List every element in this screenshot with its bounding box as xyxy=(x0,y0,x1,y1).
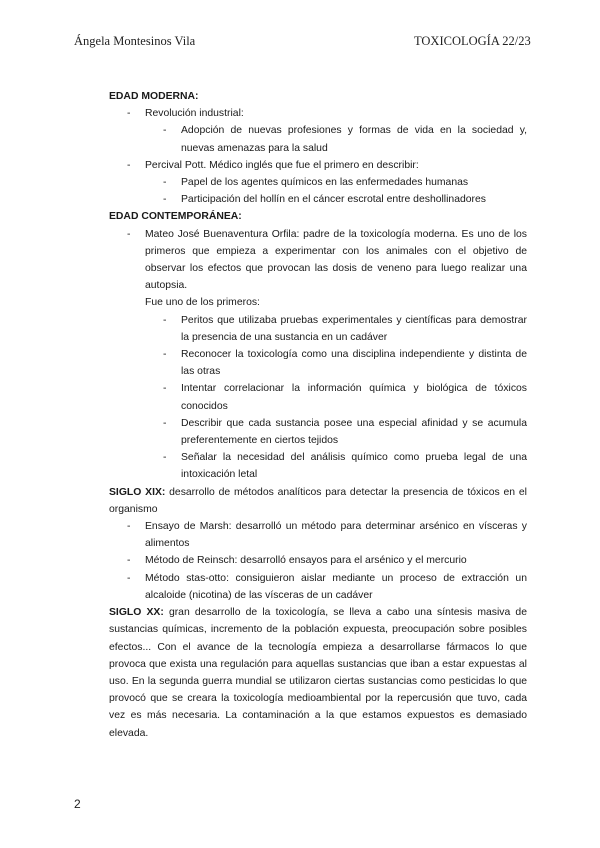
list-moderna xyxy=(109,105,527,208)
paragraph-siglo-xx xyxy=(109,604,527,742)
section-heading-contemporanea: EDAD CONTEMPORÁNEA: xyxy=(109,211,242,223)
list-item: - Método de Reinsch: desarrolló ensayos para el arsénico y el mercurio xyxy=(109,552,527,569)
page-number: 2 xyxy=(74,797,81,811)
text-siglo-xx: gran desarrollo de la toxicología, se lleva a cabo una síntesis masiva de sustancias químicas, incremento de la población expuesta, preocupación sobre posibles efectos... Con el avance de la tecnología empieza a desarrollarse fármacos lo que provoca que exista una regulación para aquellas sustancias que iban a estar expuestas al uso. En la segunda guerra mundial se utilizaron ciertas sustancias como pesticidas lo que provocó que se creara la toxicología medioambiental por la repercusión que tuvo, cada vez es más necesaria. La contaminación a la que estamos expuestos es demasiado elevada. xyxy=(109,607,527,739)
list-item-text: - Mateo José Buenaventura Orfila: padre de la toxicología moderna. Es uno de los primeros que empieza a experimentar con los animales con el objetivo de observar los efectos que provocan las dosis de veneno para luego realizar una autopsia. xyxy=(145,228,527,292)
sublist-item: - Intentar correlacionar la información química y biológica de tóxicos conocidos xyxy=(109,380,527,414)
list-contemporanea xyxy=(109,226,527,484)
list-item xyxy=(109,105,527,157)
sublist-item: - Reconocer la toxicología como una disciplina independiente y distinta de las otras xyxy=(109,346,527,380)
sublist-item: - Participación del hollín en el cáncer escrotal entre deshollinadores xyxy=(109,191,527,208)
text-siglo-xix: desarrollo de métodos analíticos para detectar la presencia de tóxicos en el organismo xyxy=(109,486,527,515)
header-course: TOXICOLOGÍA 22/23 xyxy=(414,34,531,48)
section-heading-moderna: EDAD MODERNA: xyxy=(109,91,199,102)
header-author: Ángela Montesinos Vila xyxy=(74,34,196,48)
label-siglo-xx: SIGLO XX: xyxy=(109,607,164,619)
list-siglo-xix xyxy=(109,518,527,604)
page-content xyxy=(109,88,527,742)
sublist xyxy=(145,122,527,156)
label-siglo-xix: SIGLO XIX: xyxy=(109,486,166,498)
list-item xyxy=(109,157,527,209)
list-item: - Ensayo de Marsh: desarrolló un método para determinar arsénico en vísceras y alimentos xyxy=(109,518,527,552)
list-item-text: Percival Pott. Médico inglés que fue el primero en describir: xyxy=(145,159,419,171)
sublist-item: - Adopción de nuevas profesiones y formas de vida en la sociedad y, nuevas amenazas para la salud xyxy=(109,122,527,156)
sublist-item: - Peritos que utilizaba pruebas experimentales y científicas para demostrar la presencia de una sustancia en un cadáver xyxy=(109,312,527,346)
list-item xyxy=(109,226,527,484)
sublist-item: - Papel de los agentes químicos en las enfermedades humanas xyxy=(109,174,527,191)
sublist xyxy=(145,312,527,484)
list-intro: Fue uno de los primeros: xyxy=(145,297,260,309)
paragraph-siglo-xix xyxy=(109,484,527,518)
list-item-text: Revolución industrial: xyxy=(145,108,244,120)
sublist-item: - Describir que cada sustancia posee una especial afinidad y se acumula preferentemente en ciertos tejidos xyxy=(109,415,527,449)
list-item: - Método stas-otto: consiguieron aislar mediante un proceso de extracción un alcaloide (nicotina) de las vísceras de un cadáver xyxy=(109,570,527,604)
sublist-item: - Señalar la necesidad del análisis químico como prueba legal de una intoxicación letal xyxy=(109,449,527,483)
sublist xyxy=(145,174,527,208)
